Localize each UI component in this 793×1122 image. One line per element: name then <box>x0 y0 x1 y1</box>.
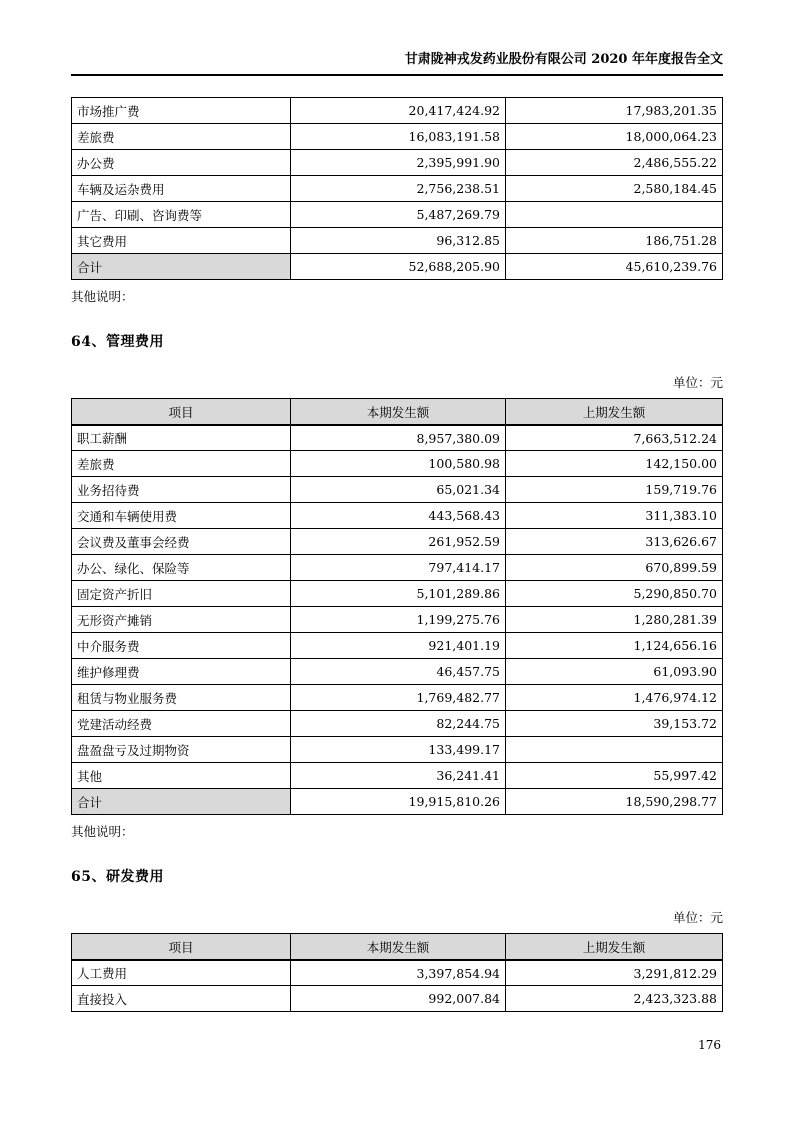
table-row <box>72 477 723 503</box>
cell-prior: 5,290,850.70 <box>506 581 723 607</box>
column-header: 上期发生额 <box>506 399 723 425</box>
cell-prior: 7,663,512.24 <box>506 425 723 451</box>
cell-label: 交通和车辆使用费 <box>72 503 291 529</box>
cell-prior: 18,590,298.77 <box>506 789 723 815</box>
rd-expenses-table <box>71 933 723 1012</box>
cell-label: 车辆及运杂费用 <box>72 176 291 202</box>
cell-current: 133,499.17 <box>291 737 506 763</box>
cell-label: 差旅费 <box>72 451 291 477</box>
cell-prior: 159,719.76 <box>506 477 723 503</box>
table-row <box>72 425 723 451</box>
cell-prior <box>506 737 723 763</box>
total-row <box>72 254 723 280</box>
table-row <box>72 98 723 124</box>
section-heading-65: 65、研发费用 <box>71 869 164 886</box>
section-heading-64: 64、管理费用 <box>71 334 164 351</box>
unit-label: 单位：元 <box>672 375 723 391</box>
cell-label: 中介服务费 <box>72 633 291 659</box>
cell-current: 52,688,205.90 <box>291 254 506 280</box>
cell-current: 19,915,810.26 <box>291 789 506 815</box>
cell-label: 党建活动经费 <box>72 711 291 737</box>
table-row <box>72 176 723 202</box>
cell-current: 992,007.84 <box>291 986 506 1012</box>
cell-prior: 142,150.00 <box>506 451 723 477</box>
cell-prior: 61,093.90 <box>506 659 723 685</box>
cell-label: 直接投入 <box>72 986 291 1012</box>
cell-prior: 2,423,323.88 <box>506 986 723 1012</box>
cell-current: 921,401.19 <box>291 633 506 659</box>
report-title: 甘肃陇神戎发药业股份有限公司 2020 年年度报告全文 <box>404 52 723 67</box>
cell-current: 16,083,191.58 <box>291 124 506 150</box>
admin-expenses-table <box>71 398 723 815</box>
cell-current: 5,101,289.86 <box>291 581 506 607</box>
column-header: 上期发生额 <box>506 934 723 960</box>
table-header-row <box>72 399 723 425</box>
section-selling-expenses-continued <box>71 97 723 305</box>
cell-current: 100,580.98 <box>291 451 506 477</box>
table-row <box>72 737 723 763</box>
table-row <box>72 124 723 150</box>
section-admin-expenses <box>71 331 723 840</box>
table-header-row <box>72 934 723 960</box>
cell-label: 人工费用 <box>72 960 291 986</box>
cell-label: 办公费 <box>72 150 291 176</box>
cell-current: 2,756,238.51 <box>291 176 506 202</box>
cell-prior: 311,383.10 <box>506 503 723 529</box>
cell-label: 会议费及董事会经费 <box>72 529 291 555</box>
cell-prior: 2,580,184.45 <box>506 176 723 202</box>
column-header: 项目 <box>72 934 291 960</box>
cell-label: 差旅费 <box>72 124 291 150</box>
table-row <box>72 228 723 254</box>
cell-current: 3,397,854.94 <box>291 960 506 986</box>
cell-current: 1,769,482.77 <box>291 685 506 711</box>
cell-current: 443,568.43 <box>291 503 506 529</box>
cell-label: 合计 <box>72 789 291 815</box>
section-rd-expenses <box>71 866 723 1012</box>
table-row <box>72 581 723 607</box>
table-row <box>72 555 723 581</box>
cell-current: 96,312.85 <box>291 228 506 254</box>
cell-prior: 313,626.67 <box>506 529 723 555</box>
cell-prior: 3,291,812.29 <box>506 960 723 986</box>
cell-prior: 1,280,281.39 <box>506 607 723 633</box>
cell-label: 维护修理费 <box>72 659 291 685</box>
cell-label: 其它费用 <box>72 228 291 254</box>
total-row <box>72 789 723 815</box>
column-header: 项目 <box>72 399 291 425</box>
selling-expenses-table <box>71 97 723 280</box>
cell-current: 36,241.41 <box>291 763 506 789</box>
cell-current: 5,487,269.79 <box>291 202 506 228</box>
table-row <box>72 711 723 737</box>
table-row <box>72 685 723 711</box>
cell-current: 797,414.17 <box>291 555 506 581</box>
other-note: 其他说明： <box>71 289 134 305</box>
cell-current: 8,957,380.09 <box>291 425 506 451</box>
cell-prior: 2,486,555.22 <box>506 150 723 176</box>
cell-current: 261,952.59 <box>291 529 506 555</box>
column-header: 本期发生额 <box>291 399 506 425</box>
other-note: 其他说明： <box>71 824 134 840</box>
cell-prior: 18,000,064.23 <box>506 124 723 150</box>
cell-prior: 55,997.42 <box>506 763 723 789</box>
cell-prior: 186,751.28 <box>506 228 723 254</box>
cell-label: 固定资产折旧 <box>72 581 291 607</box>
cell-prior: 39,153.72 <box>506 711 723 737</box>
cell-label: 办公、绿化、保险等 <box>72 555 291 581</box>
cell-prior: 670,899.59 <box>506 555 723 581</box>
table-row <box>72 202 723 228</box>
cell-label: 租赁与物业服务费 <box>72 685 291 711</box>
cell-label: 广告、印刷、咨询费等 <box>72 202 291 228</box>
column-header: 本期发生额 <box>291 934 506 960</box>
table-row <box>72 960 723 986</box>
cell-label: 市场推广费 <box>72 98 291 124</box>
cell-prior: 1,476,974.12 <box>506 685 723 711</box>
cell-label: 职工薪酬 <box>72 425 291 451</box>
table-row <box>72 986 723 1012</box>
table-row <box>72 659 723 685</box>
unit-label: 单位：元 <box>672 910 723 926</box>
cell-prior: 45,610,239.76 <box>506 254 723 280</box>
cell-current: 1,199,275.76 <box>291 607 506 633</box>
cell-current: 65,021.34 <box>291 477 506 503</box>
cell-label: 合计 <box>72 254 291 280</box>
table-row <box>72 633 723 659</box>
cell-prior: 17,983,201.35 <box>506 98 723 124</box>
cell-current: 2,395,991.90 <box>291 150 506 176</box>
cell-label: 业务招待费 <box>72 477 291 503</box>
table-row <box>72 607 723 633</box>
table-row <box>72 763 723 789</box>
cell-current: 20,417,424.92 <box>291 98 506 124</box>
cell-prior: 1,124,656.16 <box>506 633 723 659</box>
page-header <box>71 52 723 76</box>
cell-current: 46,457.75 <box>291 659 506 685</box>
page-content <box>0 52 793 1052</box>
table-row <box>72 150 723 176</box>
table-row <box>72 451 723 477</box>
cell-label: 盘盈盘亏及过期物资 <box>72 737 291 763</box>
page-number: 176 <box>698 1038 721 1053</box>
cell-label: 无形资产摊销 <box>72 607 291 633</box>
cell-prior <box>506 202 723 228</box>
table-row <box>72 529 723 555</box>
cell-label: 其他 <box>72 763 291 789</box>
table-row <box>72 503 723 529</box>
cell-current: 82,244.75 <box>291 711 506 737</box>
